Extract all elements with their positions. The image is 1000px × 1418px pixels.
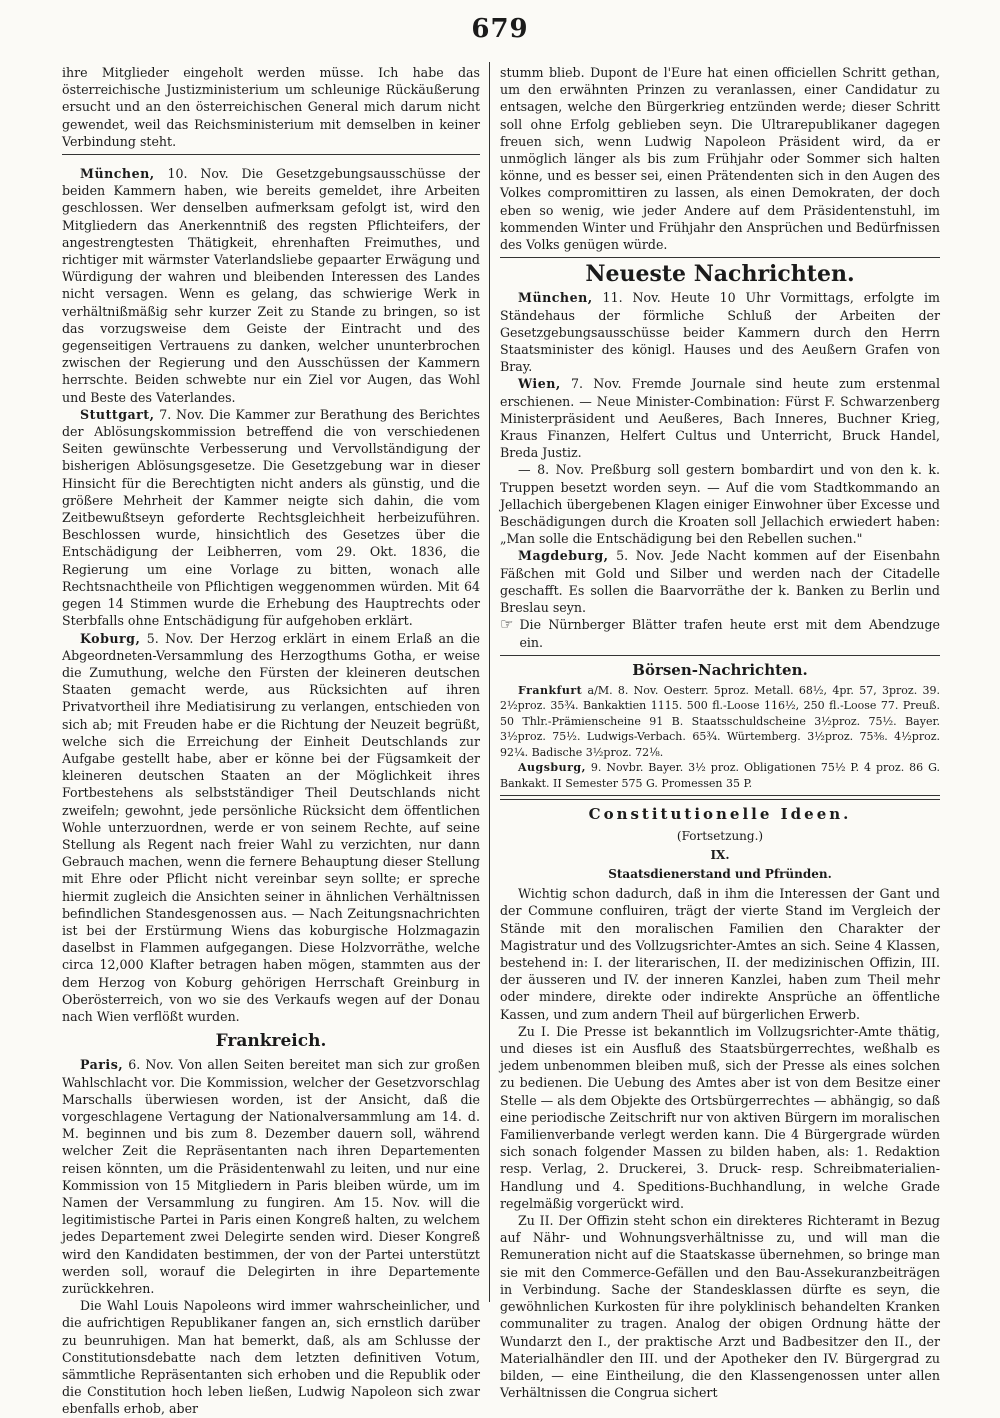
section-heading-neueste: Neueste Nachrichten. [585,261,855,288]
chapter-number: IX. [710,847,730,862]
dateline-place: Koburg, [80,630,141,646]
dateline-place: Augsburg, [518,761,586,775]
market-text: a/M. 8. Nov. Oesterr. 5proz. Metall. 68½, 4pr. 57, 3proz. 39. 2½proz. 35¾. Bankaktien 1115. 500 fl.-Loose 116½, 250 fl.-Loose 77. Preuß. 50 Thlr.-Prämienscheine 91 B. Staatsschuldscheine 3½proz. 75½. Bayer. 3½proz. 75½. Ludwigs-Verbach. 65¾. Würtemberg. 3½proz. 75⅜. 4½proz. 92¼. Badische 3½proz. 72⅛. [500,683,940,759]
article-text: 7. Nov. Fremde Journale sind heute zum erstenmal erschienen. — Neue Minister-Combination: Fürst F. Schwarzenberg Ministerpräsident und Aeußeres, Bach Inneres, Buchner Krieg, Kraus Finanzen, Helfert Cultus und Unterricht, Bruck Handel, Breda Justiz. [500,376,940,461]
dateline-place: Stuttgart, [80,406,155,422]
article-wien [500,375,940,461]
page-number: 679 [471,14,529,44]
divider [62,154,480,155]
left-column [62,64,480,1417]
dateline-place: München, [518,290,593,306]
article-magdeburg [500,547,940,616]
notice-line [500,616,940,650]
essay-paragraph: Zu I. Die Presse ist bekanntlich im Vollzugsrichter-Amte thätig, und dieses ist ein Ausfluß des Staatsbürgerrechtes, weßhalb es jedem unbenommen bleiben muß, sich der Presse als eines solchen zu bedienen. Die Uebung des Amtes aber ist von dem Besitze einer Stelle — als dem Objekte des Ortsbürgerrechtes — abhängig, so daß eine periodische Zeitschrift nur von aktiven Bürgern im moralischen Familienverbande verlegt werden kann. Die 4 Bürgergrade würden sich sonach folgender Massen zu bilden haben, als: 1. Redaktion resp. Verlag, 2. Druckerei, 3. Druck- resp. Schreibmaterialien-Handlung und 4. Speditions-Buchhandlung, in welche Grade regelmäßig vorgerückt wird. [500,1023,940,1211]
essay-paragraph: Zu II. Der Offizin steht schon ein direkteres Richteramt in Bezug auf Nähr- und Wohnungsverhältnisse zu, und will man die Remuneration nicht auf die Staatskasse übernehmen, so bringe man sie mit den Commerce-Gefällen und den Bau-Assekuranzbeiträgen in Verbindung. Sache der Standesklassen dürfte es seyn, die gewöhnlichen Kurkosten für ihre polyklinisch behandelten Kranken communaliter zu tragen. Analog der obigen Ordnung hätte der Wundarzt den I., der praktische Arzt und Badbesitzer den II., der Materialhändler den III. und der Apotheker den IV. Bürgergrad zu bilden, — eine Eintheilung, die den Klassengenossen unter allen Verhältnissen die Congrua sichert [500,1213,940,1401]
article-intro-left: ihre Mitglieder eingeholt werden müsse. Ich habe das österreichische Justizministerium um schleunige Rückäußerung ersucht und an den österreichischen General mich darum nicht gewendet, weil das Reichsministerium mit demselben in keiner Verbindung steht. [62,65,480,149]
dateline-place: Frankfurt [518,683,583,697]
section-heading-boersen: Börsen-Nachrichten. [632,660,808,679]
dateline-place: Magdeburg, [518,548,609,564]
column-divider [489,62,490,1302]
double-divider [500,795,940,800]
article-paris-continued: Die Wahl Louis Napoleons wird immer wahrscheinlicher, und die aufrichtigen Republikaner fangen an, sich ernstlich darüber zu beunruhigen. Man hat bemerkt, daß, als am Schlusse der Constitutionsdebatte nach dem letzten definitiven Votum, sämmtliche Repräsentanten sich erhoben und die Republik oder die Constitution hoch leben ließen, Ludwig Napoleon sich zwar ebenfalls erhob, aber [62,1298,480,1417]
market-text: 9. Novbr. Bayer. 3½ proz. Obligationen 75½ P. 4 proz. 86 G. Bankakt. II Semester 575 G. Promessen 35 P. [500,761,940,790]
article-koburg [62,630,480,1026]
article-text: 10. Nov. Die Gesetzgebungsausschüsse der beiden Kammern haben, wie bereits gemeldet, ihre Arbeiten geschlossen. Wer denselben aufmerksam gefolgt ist, wird den Mitgliedern das Anerkenntniß des regsten Pflichteifers, der angestrengtesten Thätigkeit, ehrenhaften Freimuthes, und richtiger mit wärmster Vaterlandsliebe gepaarter Erwägung und Würdigung der wahren und bleibenden Interessen des Landes nicht versagen. Wenn es gelang, das schwierige Werk in verhältnißmäßig sehr kurzer Zeit zu Stande zu bringen, so ist das vorzugsweise dem Geiste der Eintracht und des gegenseitigen Vertrauens zu danken, welcher ununterbrochen zwischen der Regierung und den Ausschüssen der Kammern herrschte. Beiden schwebte nur ein Ziel vor Augen, das Wohl und Beste des Vaterlandes. [62,166,480,405]
dateline-place: Wien, [518,376,561,392]
divider [500,257,940,258]
article-text: 5. Nov. Der Herzog erklärt in einem Erlaß an die Abgeordneten-Versammlung des Herzogthums Gotha, er weise die Zumuthung, welche den Fürsten der kleineren deutschen Staaten gemacht werde, aus Rücksichten auf ihren Privatvortheil ihre Mediatisirung zu verlangen, entschieden von sich ab; mit Freuden habe er die Richtung der Neuzeit begrüßt, welche sich die Erreichung der Einheit Deutschlands zur Aufgabe gestellt habe, aber er könne bei der Fügsamkeit der kleineren deutschen Staaten an der Möglichkeit ihres Fortbestehens als selbstständiger Theil Deutschlands nicht zweifeln; gewohnt, jede persönliche Rücksicht dem öffentlichen Wohle unterzuordnen, werde er von seinem Rechte, auf seine Stellung als Regent nach freier Wahl zu verzichten, nur dann Gebrauch machen, wenn die fernere Behauptung dieser Stellung mit Ehre oder Pflicht nicht vereinbar seyn sollte; er spreche hiermit zugleich die Ansichten seiner in ähnlichen Verhältnissen befindlichen Standesgenossen aus. — Nach Zeitungsnachrichten ist bei der Erstürmung Wiens das koburgische Holzmagazin daselbst in Flammen aufgegangen. Diese Holzvorräthe, welche circa 12,000 Klafter betragen haben mögen, stammten aus der dem Herzog von Koburg gehörigen Herrschaft Greinburg in Oberösterreich, von wo sie des Verkaufs wegen auf der Donau nach Wien verflößt wurden. [62,630,480,1024]
article-muenchen-news [500,289,940,375]
article-text: 6. Nov. Von allen Seiten bereitet man sich zur großen Wahlschlacht vor. Die Kommission, welcher der Gesetzvorschlag Marschalls überwiesen worden, ist der Ansicht, daß die vorgeschlagene Vertagung der Nationalversammlung am 14. d. M. beginnen und bis zum 8. Dezember dauern soll, während welcher Zeit die Repräsentanten nach ihren Departementen reisen könnten, um die Präsidentenwahl zu leiten, und nur eine Kommission von 15 Mitgliedern in Paris bleiben würde, um im Namen der Versammlung zu fungiren. Am 15. Nov. will die legitimistische Partei in Paris einen Kongreß halten, zu welchem jedes Departement zwei Delegirte senden wird. Dieser Kongreß wird den Kandidaten bestimmen, der von der Partei unterstützt werden soll, worauf die Delegirten in ihre Departemente zurückkehren. [62,1057,480,1297]
article-text: 11. Nov. Heute 10 Uhr Vormittags, erfolgte im Ständehaus der förmliche Schluß der Arbeiten der Gesetzgebungsausschüsse beider Kammern durch den Herrn Staatsminister des königl. Hauses und des Aeußern Grafen von Bray. [500,290,940,375]
chapter-title: Staatsdienerstand und Pfründen. [608,867,832,882]
article-stuttgart [62,406,480,630]
market-frankfurt [500,683,940,761]
divider [500,655,940,656]
article-intro-right: stumm blieb. Dupont de l'Eure hat einen officiellen Schritt gethan, um den erwähnten Prinzen zu veranlassen, einer Candidatur zu entsagen, welche den Bürgerkrieg entzünden werde; dieser Schritt soll ohne Erfolg geblieben seyn. Die Ultrarepublikaner dagegen freuen sich, wenn Ludwig Napoleon Präsident wird, da er unmöglich länger als bis zum Frühjahr oder Sommer sich halten könne, und es besser sei, einen Prätendenten sich in den Augen des Volkes compromittiren zu lassen, als einen Demokraten, der doch eben so wenig, wie jeder Andere auf dem Präsidentenstuhl, im kommenden Winter und Frühjahr den Ansprüchen und Bedürfnissen des Volks genügen würde. [500,65,940,253]
article-wien-continued: — 8. Nov. Preßburg soll gestern bombardirt und von den k. k. Truppen besetzt worden seyn. — Auf die vom Stadtkommando an Jellachich übergebenen Klagen einiger Einwohner über Excesse und Beschädigungen durch die Kroaten soll Jellachich erwiedert haben: „Man solle die Entschädigung bei den Rebellen suchen." [500,462,940,547]
pointing-hand-icon: ☞ [500,615,514,634]
continuation-note: (Fortsetzung.) [676,828,764,843]
dateline-place: Paris, [80,1057,124,1073]
dateline-place: München, [80,166,155,182]
right-column [500,64,940,1401]
article-text: 7. Nov. Die Kammer zur Berathung des Berichtes der Ablösungskommission betreffend die von verschiedenen Seiten gewünschte Verbesserung und Vervollständigung der bisherigen Ablösungsgesetze. Die Gesetzgebung war in dieser Hinsicht für die Berechtigten nicht anders als günstig, und die größere Mehrheit der Kammer neigte sich dahin, die vom Zeitbewußtseyn geforderte Rechtsgleichheit herbeizuführen. Beschlossen wurde, hinsichtlich des Gesetzes über die Entschädigung der Leibherren, vom 29. Okt. 1836, die Regierung um eine Vorlage zu bitten, wonach alle Rechtsnachtheile von Pflichtigen weggenommen würden. Mit 64 gegen 14 Stimmen wurde die Erhebung des Hauptrechts oder Sterbfalls ohne Entschädigung für aufgehoben erklärt. [62,406,480,629]
section-heading-constitutionelle: Constitutionelle Ideen. [588,805,852,824]
notice-text: Die Nürnberger Blätter trafen heute erst mit dem Abendzuge ein. [519,617,940,650]
section-heading-frankreich: Frankreich. [215,1031,327,1052]
article-text: 5. Nov. Jede Nacht kommen auf der Eisenbahn Fäßchen mit Gold und Silber und werden nach der Citadelle geschafft. Es sollen die Baarvorräthe der k. Banken zu Berlin und Breslau seyn. [500,548,940,616]
article-muenchen [62,165,480,406]
article-paris [62,1056,480,1297]
essay-paragraph: Wichtig schon dadurch, daß in ihm die Interessen der Gant und der Commune confluiren, trägt der vierte Stand im Vergleich der Stände mit den moralischen Familien den Charakter der Magistratur und des Vollzugsrichter-Amtes an sich. Seine 4 Klassen, bestehend in: I. der literarischen, II. der medizinischen Offizin, III. der äusseren und IV. der inneren Kanzlei, haben zum Theil mehr oder mindere, direkte oder indirekte Ansprüche an öffentliche Kassen, und zum andern Theil auf bürgerlichen Erwerb. [500,886,940,1022]
market-augsburg [500,760,940,791]
